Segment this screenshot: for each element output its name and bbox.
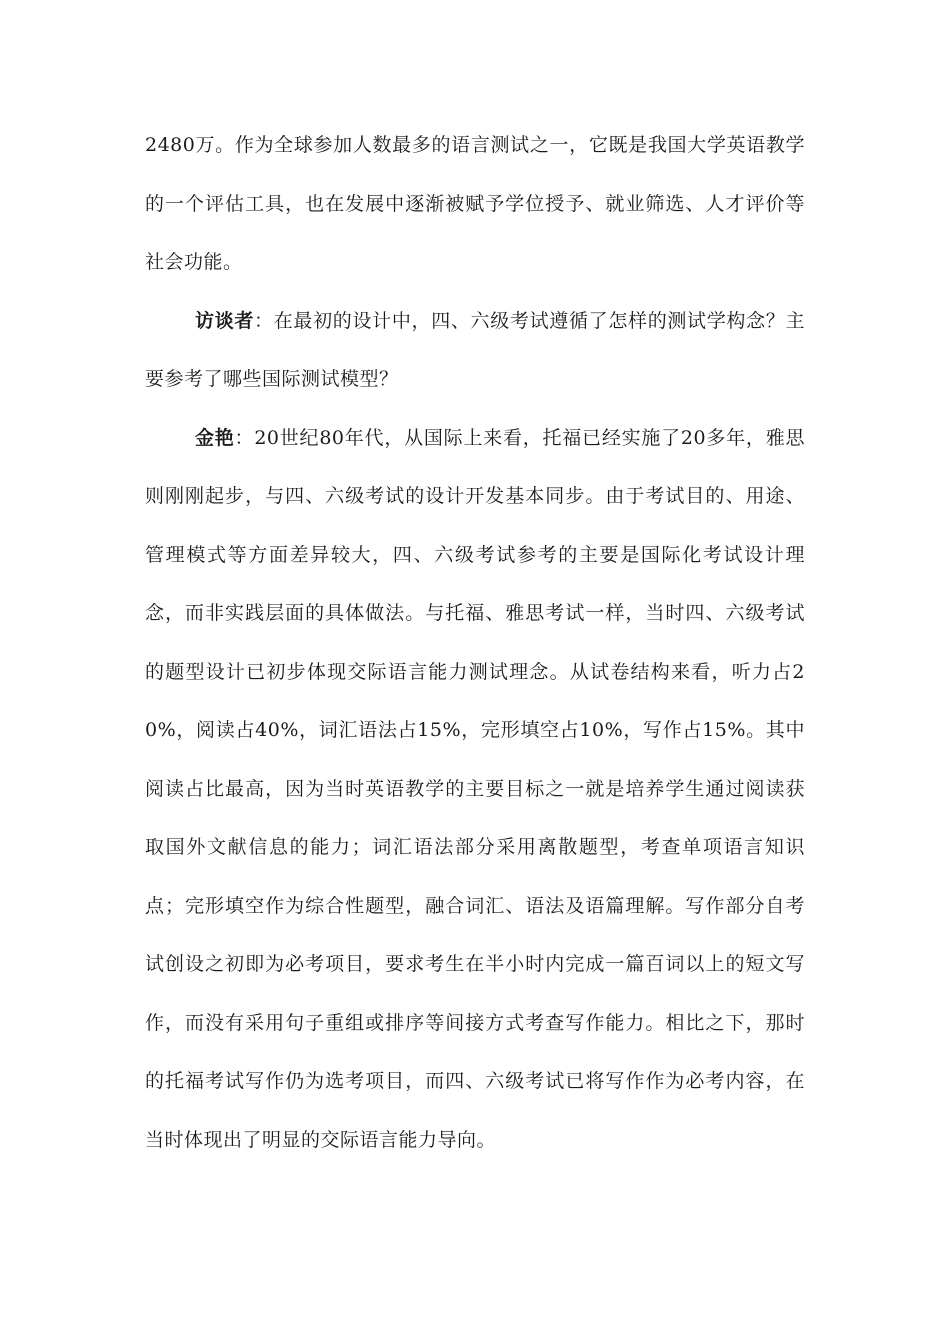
speaker-label-jinyan: 金艳 xyxy=(195,426,235,449)
speaker-label-interviewer: 访谈者 xyxy=(195,309,255,332)
speaker-separator: ： xyxy=(254,309,274,332)
paragraph-intro-continuation xyxy=(145,116,805,292)
paragraph-text: 2480万。作为全球参加人数最多的语言测试之一，它既是我国大学英语教学的一个评估工具，也在发展中逐渐被赋予学位授予、就业筛选、人才评价等社会功能。 xyxy=(145,134,805,273)
paragraph-text: 在最初的设计中，四、六级考试遵循了怎样的测试学构念？主要参考了哪些国际测试模型？ xyxy=(145,309,805,390)
document-page xyxy=(145,116,805,1169)
paragraph-jinyan-answer xyxy=(145,409,805,1170)
speaker-separator: ： xyxy=(234,426,255,449)
paragraph-text: 20世纪80年代，从国际上来看，托福已经实施了20多年，雅思则刚刚起步，与四、六级考试的设计开发基本同步。由于考试目的、用途、管理模式等方面差异较大，四、六级考试参考的主要是国际化考试设计理念，而非实践层面的具体做法。与托福、雅思考试一样，当时四、六级考试的题型设计已初步体现交际语言能力测试理念。从试卷结构来看，听力占20%，阅读占40%，词汇语法占15%，完形填空占10%，写作占15%。其中阅读占比最高，因为当时英语教学的主要目标之一就是培养学生通过阅读获取国外文献信息的能力；词汇语法部分采用离散题型，考查单项语言知识点；完形填空作为综合性题型，融合词汇、语法及语篇理解。写作部分自考试创设之初即为必考项目，要求考生在半小时内完成一篇百词以上的短文写作，而没有采用句子重组或排序等间接方式考查写作能力。相比之下，那时的托福考试写作仍为选考项目，而四、六级考试已将写作作为必考内容，在当时体现出了明显的交际语言能力导向。 xyxy=(145,426,805,1151)
paragraph-interviewer-question xyxy=(145,292,805,409)
